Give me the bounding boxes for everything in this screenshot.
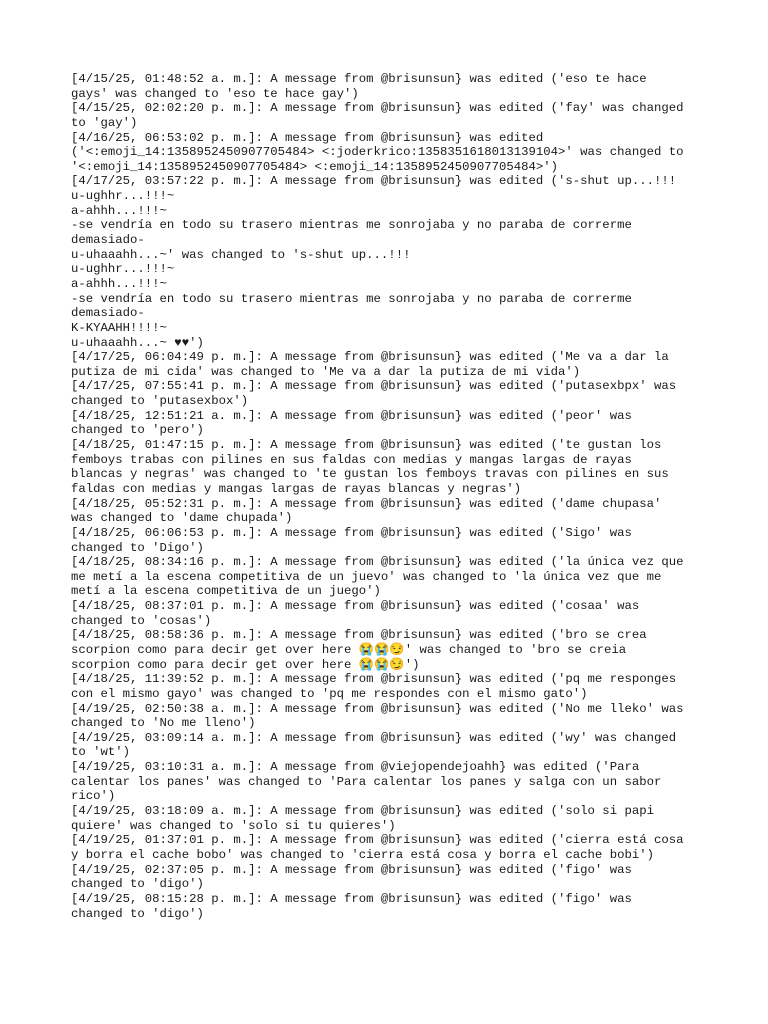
log-line: scorpion como para decir get over here 😭😭😏' was changed to 'bro se creia	[71, 642, 627, 657]
log-line: changed to 'putasexbox')	[71, 394, 249, 409]
log-line: calentar los panes' was changed to 'Para calentar los panes y salga con un sabor	[71, 774, 662, 789]
log-line: con el mismo gayo' was changed to 'pq me respondes con el mismo gato')	[71, 686, 588, 701]
log-line: putiza de mi cida' was changed to 'Me va a dar la putiza de mi vida')	[71, 364, 581, 379]
log-line: [4/19/25, 02:37:05 p. m.]: A message from @brisunsun} was edited ('figo' was	[71, 862, 632, 877]
log-line: K-KYAAHH!!!!~	[71, 320, 167, 335]
log-line: [4/18/25, 01:47:15 p. m.]: A message from @brisunsun} was edited ('te gustan los	[71, 438, 662, 453]
log-line: ('<:emoji_14:1358952450907705484> <:joderkrico:1358351618013139104>' was changed to	[71, 145, 684, 160]
log-line: [4/19/25, 03:18:09 a. m.]: A message from @brisunsun} was edited ('solo si papi	[71, 804, 654, 819]
log-line: faldas con medias y mangas largas de rayas blancas y negras')	[71, 481, 522, 496]
log-line: to 'wt')	[71, 745, 131, 760]
log-line: scorpion como para decir get over here 😭😭😏')	[71, 657, 420, 672]
log-line: [4/18/25, 06:06:53 p. m.]: A message from @brisunsun} was edited ('Sigo' was	[71, 525, 632, 540]
log-line: [4/19/25, 03:10:31 a. m.]: A message from @viejopendejoahh} was edited ('Para	[71, 760, 640, 775]
log-line: [4/17/25, 06:04:49 p. m.]: A message from @brisunsun} was edited ('Me va a dar la	[71, 350, 669, 365]
log-line: u-uhaaahh...~' was changed to 's-shut up...!!!	[71, 247, 411, 262]
log-line: [4/16/25, 06:53:02 p. m.]: A message from @brisunsun} was edited	[71, 130, 544, 145]
log-line: demasiado-	[71, 233, 145, 248]
log-line: changed to 'Digo')	[71, 540, 204, 555]
log-line: u-ughhr...!!!~	[71, 189, 175, 204]
log-line: [4/15/25, 02:02:20 p. m.]: A message from @brisunsun} was edited ('fay' was changed	[71, 101, 684, 116]
log-line: [4/15/25, 01:48:52 a. m.]: A message from @brisunsun} was edited ('eso te hace	[71, 72, 647, 86]
log-line: u-ughhr...!!!~	[71, 262, 175, 277]
log-line: [4/17/25, 03:57:22 p. m.]: A message from @brisunsun} was edited ('s-shut up...!!!	[71, 174, 677, 189]
log-line: [4/19/25, 02:50:38 a. m.]: A message from @brisunsun} was edited ('No me lleko' was	[71, 701, 684, 716]
log-line: to 'gay')	[71, 115, 138, 130]
log-line: gays' was changed to 'eso te hace gay')	[71, 86, 359, 101]
log-line: me metí a la escena competitiva de un juevo' was changed to 'la única vez que me	[71, 569, 662, 584]
log-line: [4/18/25, 12:51:21 a. m.]: A message from @brisunsun} was edited ('peor' was	[71, 408, 632, 423]
log-line: metí a la escena competitiva de un juego')	[71, 584, 381, 599]
log-line: [4/18/25, 08:58:36 p. m.]: A message from @brisunsun} was edited ('bro se crea	[71, 628, 647, 643]
log-line: a-ahhh...!!!~	[71, 203, 167, 218]
log-line: [4/17/25, 07:55:41 p. m.]: A message from @brisunsun} was edited ('putasexbpx' was	[71, 379, 677, 394]
log-line: changed to 'No me lleno')	[71, 716, 256, 731]
log-line: [4/18/25, 11:39:52 p. m.]: A message from @brisunsun} was edited ('pq me responges	[71, 672, 677, 687]
log-line: y borra el cache bobo' was changed to 'cierra está cosa y borra el cache bobi')	[71, 847, 654, 862]
log-line: [4/18/25, 05:52:31 p. m.]: A message from @brisunsun} was edited ('dame chupasa'	[71, 496, 662, 511]
log-line: blancas y negras' was changed to 'te gustan los femboys travas con pilines en sus	[71, 467, 669, 482]
log-line: -se vendría en todo su trasero mientras me sonrojaba y no paraba de correrme	[71, 218, 632, 233]
log-line: changed to 'pero')	[71, 423, 204, 438]
log-line: [4/19/25, 08:15:28 p. m.]: A message from @brisunsun} was edited ('figo' was	[71, 891, 632, 906]
log-line: u-uhaaahh...~ ♥♥')	[71, 335, 204, 350]
log-line: rico')	[71, 789, 116, 804]
log-line: changed to 'digo')	[71, 877, 204, 892]
log-line: a-ahhh...!!!~	[71, 276, 167, 291]
log-line: changed to 'cosas')	[71, 613, 212, 628]
log-line: was changed to 'dame chupada')	[71, 511, 293, 526]
log-line: '<:emoji_14:1358952450907705484> <:emoji_14:1358952450907705484>')	[71, 159, 559, 174]
edit-log	[71, 72, 708, 921]
log-line: femboys trabas con pilines en sus faldas con medias y mangas largas de rayas	[71, 452, 632, 467]
log-line: [4/18/25, 08:34:16 p. m.]: A message from @brisunsun} was edited ('la única vez que	[71, 555, 684, 570]
log-line: quiere' was changed to 'solo si tu quieres')	[71, 818, 396, 833]
log-line: demasiado-	[71, 306, 145, 321]
log-line: -se vendría en todo su trasero mientras me sonrojaba y no paraba de correrme	[71, 291, 632, 306]
log-line: [4/18/25, 08:37:01 p. m.]: A message from @brisunsun} was edited ('cosaa' was	[71, 599, 640, 614]
log-line: [4/19/25, 01:37:01 p. m.]: A message from @brisunsun} was edited ('cierra está cosa	[71, 833, 684, 848]
log-line: changed to 'digo')	[71, 906, 204, 921]
log-line: [4/19/25, 03:09:14 a. m.]: A message from @brisunsun} was edited ('wy' was changed	[71, 730, 677, 745]
